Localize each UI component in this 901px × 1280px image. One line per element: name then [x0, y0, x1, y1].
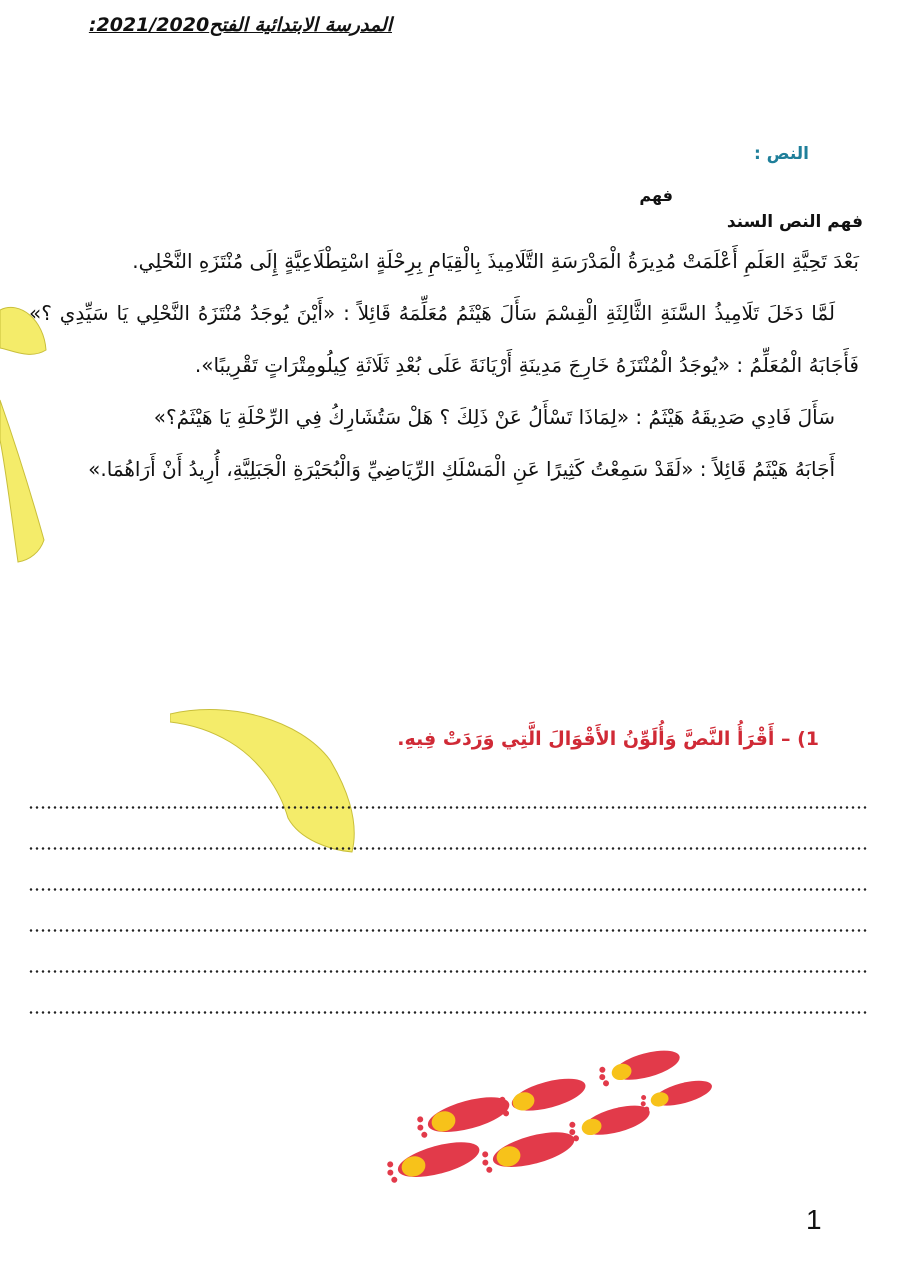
passage-paragraph: أَجَابَهُ هَيْثَمُ قَائِلاً : «لَقَدْ سَمِعْتُ كَثِيرًا عَنِ الْمَسْلَكِ الرِّيَاضِيِّ وَالْبُحَيْرَةِ الْجَبَلِيَّةِ، أُرِيدُ أَنْ أَرَاهُمَا.» [88, 457, 835, 481]
passage-paragraph: سَأَلَ فَادِي صَدِيقَهُ هَيْثَمُ : «لِمَاذَا تَسْأَلُ عَنْ ذَلِكَ ؟ هَلْ سَتُشَارِكُ فِي الرِّحْلَةِ يَا هَيْثَمُ؟» [153, 405, 835, 429]
school-header: المدرسة الابتدائية الفتح2021/2020: [88, 14, 392, 36]
reading-passage [29, 235, 859, 495]
question-1: 1) – أَقْرَأُ النَّصَّ وَأُلَوِّنُ الأَقْوَالَ الَّتِي وَرَدَتْ فِيهِ. [397, 728, 819, 750]
footprint-icon [414, 1090, 513, 1142]
footprint-icon [566, 1100, 652, 1145]
footprint-icon [638, 1076, 714, 1114]
answer-line[interactable] [28, 847, 868, 850]
answer-line[interactable] [28, 1011, 868, 1014]
answer-line[interactable] [28, 806, 868, 809]
passage-paragraph: بَعْدَ تَحِيَّةِ العَلَمِ أَعْلَمَتْ مُدِيرَةُ الْمَدْرَسَةِ التَّلَامِيذَ بِالْقِيَامِ بِرِحْلَةٍ اسْتِطْلَاعِيَّةٍ إِلَى مُنْتَزَهِ النَّحْلِي. [132, 249, 859, 273]
section-title: النص : [753, 144, 809, 164]
answer-line[interactable] [28, 888, 868, 891]
footprint-icon [479, 1125, 578, 1177]
passage-paragraph: لَمَّا دَخَلَ تَلَامِيذُ السَّنَةِ الثَّالِثَةِ الْقِسْمَ سَأَلَ هَيْثَمُ مُعَلِّمَهُ قَائِلاً : «أَيْنَ يُوجَدُ مُنْتَزَهُ النَّحْلِي يَا سَيِّدِي ؟» فَأَجَابَهُ الْمُعَلِّمُ : «يُوجَدُ الْمُنْتَزَهُ خَارِجَ مَدِينَةِ أَرْيَانَةَ عَلَى بُعْدِ ثَلَاثَةِ كِيلُومِتْرَاتٍ تَقْرِيبًا». [29, 301, 859, 377]
section-heading-main: فهم النص السند [726, 212, 863, 232]
section-heading-short: فهم [639, 186, 673, 205]
answer-line[interactable] [28, 970, 868, 973]
footprint-icon [596, 1045, 682, 1090]
footprints-decoration [380, 1040, 720, 1220]
footprint-icon [384, 1135, 483, 1187]
answer-lines [28, 806, 868, 1052]
answer-line[interactable] [28, 929, 868, 932]
page-number: 1 [806, 1204, 822, 1235]
footprint-icon [496, 1072, 589, 1120]
